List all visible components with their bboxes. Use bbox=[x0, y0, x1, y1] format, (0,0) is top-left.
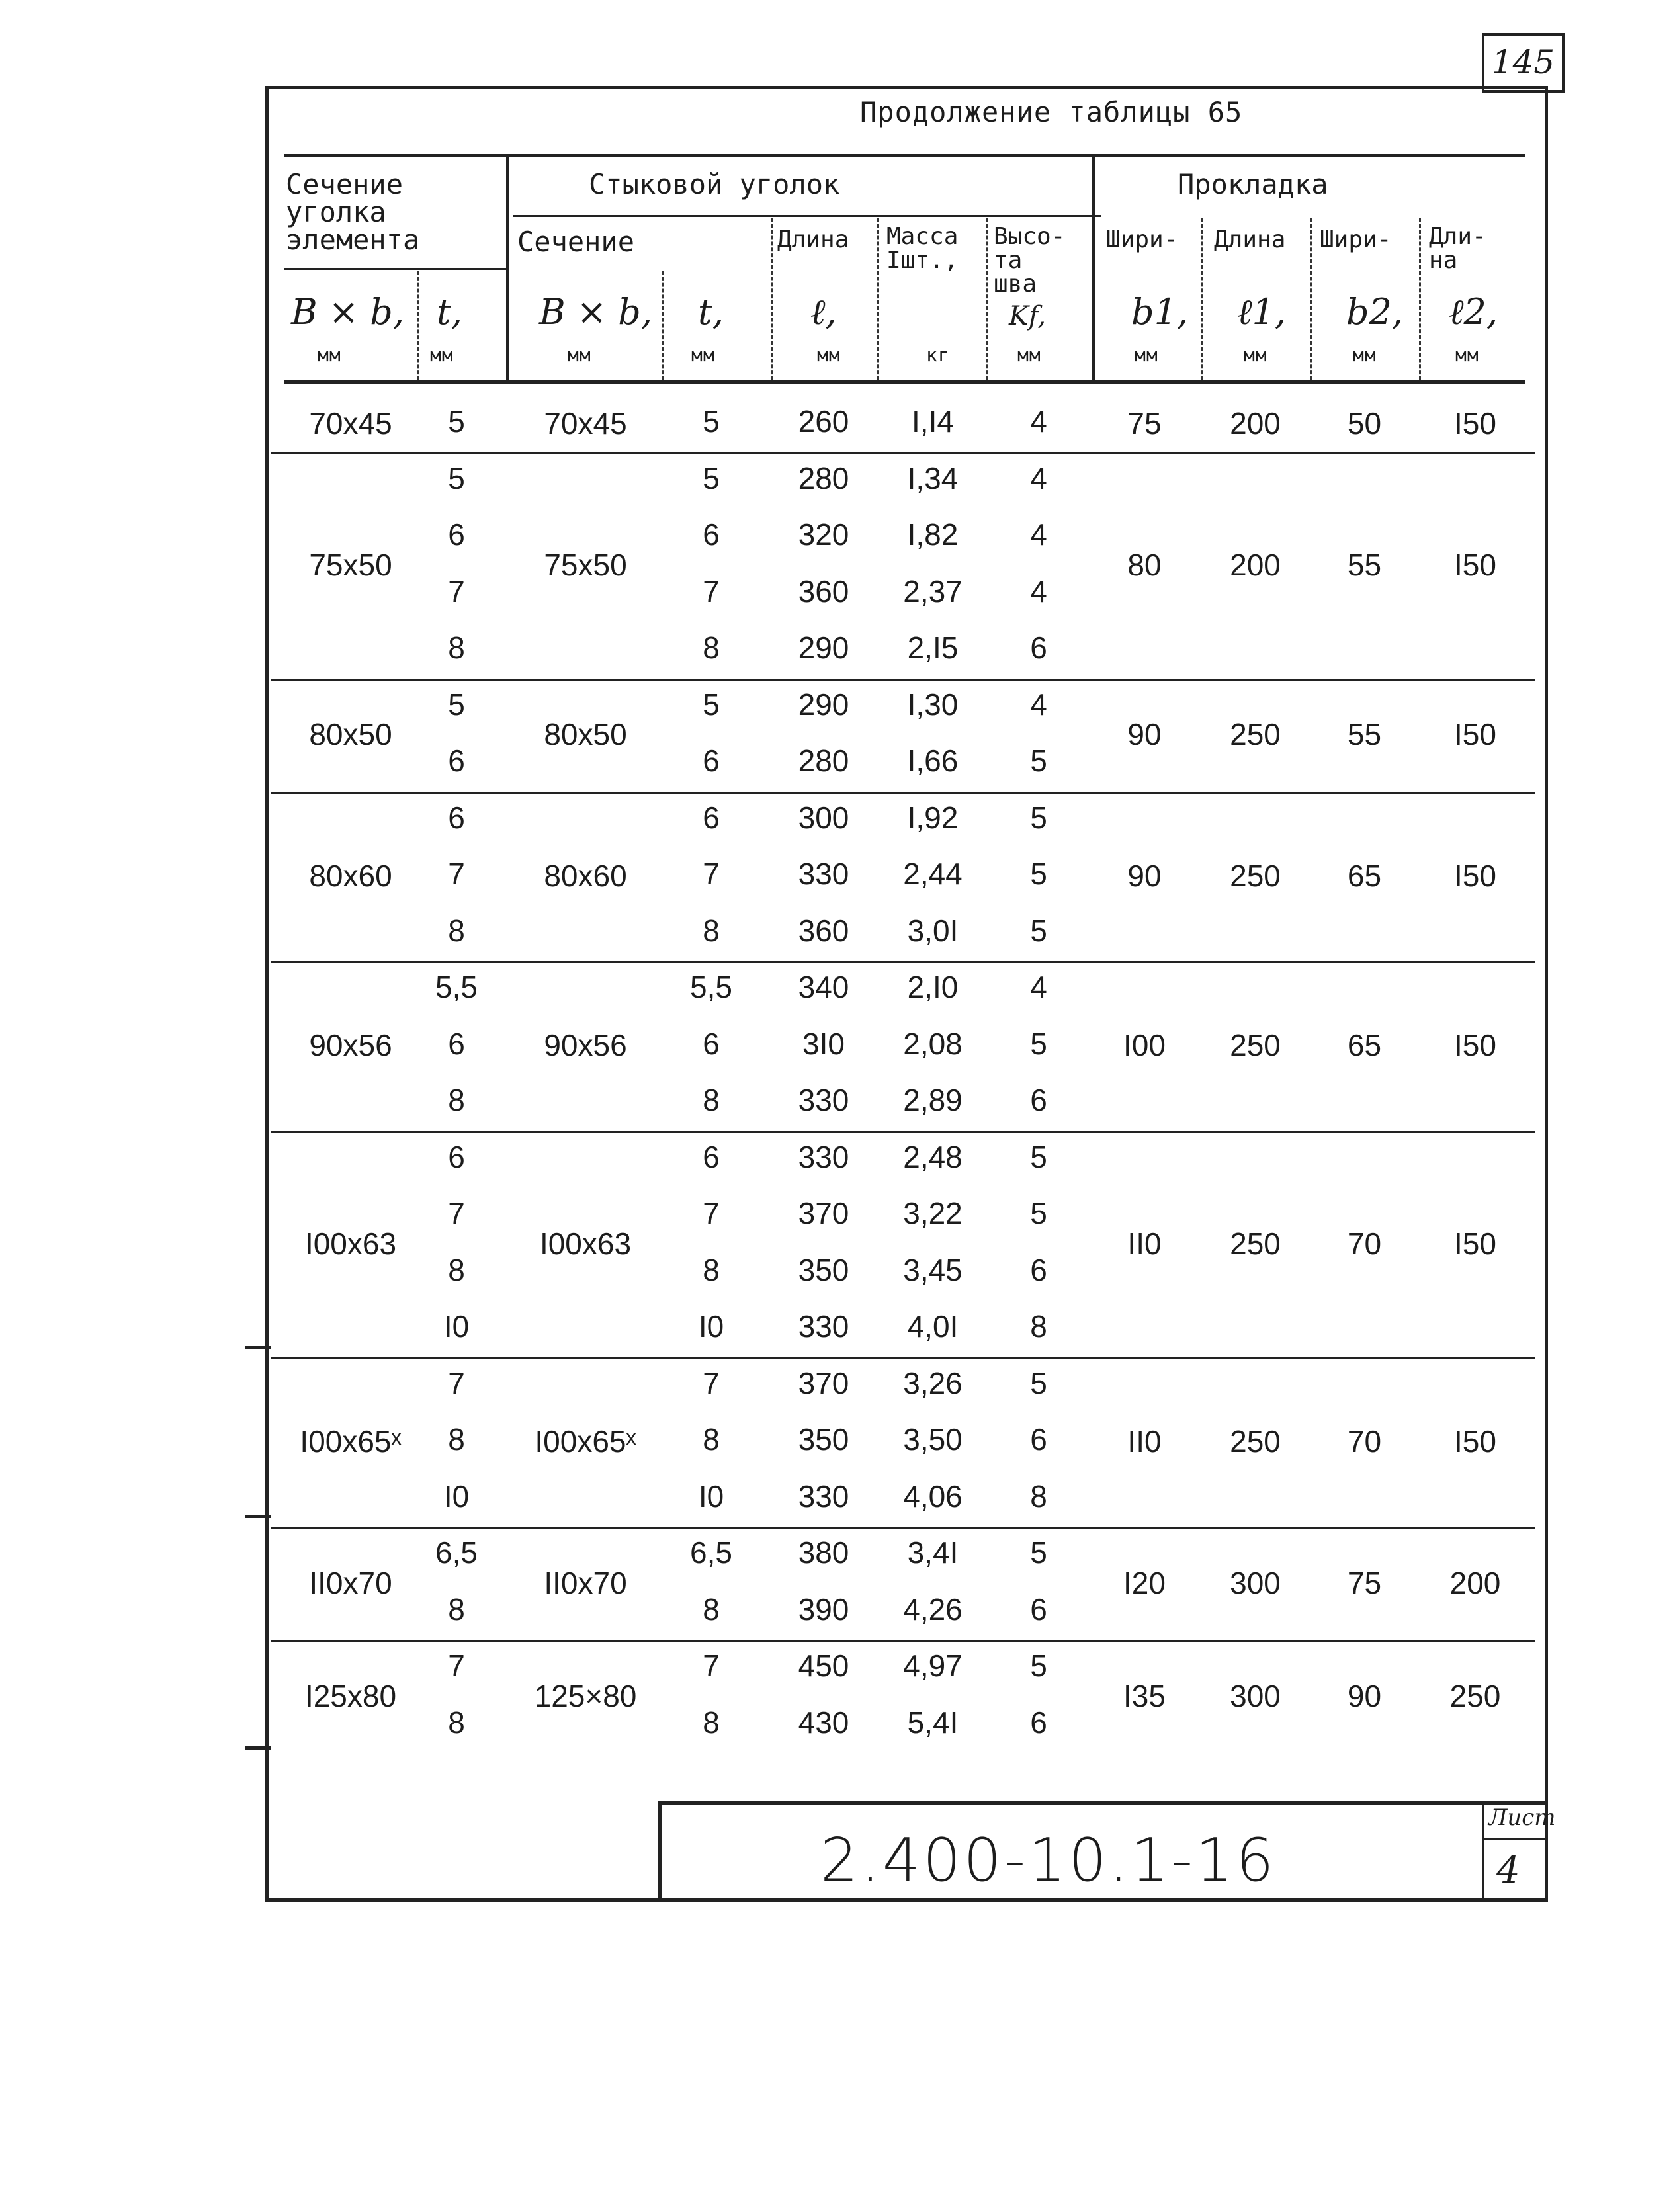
header-divider bbox=[1310, 218, 1312, 380]
cell-element-section: 80x60 bbox=[309, 858, 392, 893]
continuation-title: Продолжение таблицы 65 bbox=[860, 96, 1243, 128]
group-separator bbox=[271, 452, 1535, 454]
cell-joint-thickness: 6 bbox=[703, 517, 720, 552]
cell-thickness: 7 bbox=[448, 1365, 465, 1400]
cell-weld-height: 8 bbox=[1030, 1309, 1047, 1343]
cell-joint-thickness: 6 bbox=[703, 1026, 720, 1061]
cell-thickness: 8 bbox=[448, 913, 465, 948]
cell-pad-length-1: 300 bbox=[1230, 1565, 1281, 1600]
cell-pad-length-2: I50 bbox=[1454, 717, 1496, 751]
cell-pad-width-1: II0 bbox=[1127, 1424, 1162, 1459]
cell-weld-height: 8 bbox=[1030, 1478, 1047, 1513]
cell-pad-width-2: 70 bbox=[1347, 1226, 1382, 1261]
cell-weld-height: 4 bbox=[1030, 687, 1047, 722]
cell-thickness: 5 bbox=[448, 460, 465, 495]
cell-mass: 4,26 bbox=[903, 1592, 963, 1627]
cell-pad-width-1: I35 bbox=[1123, 1678, 1166, 1713]
cell-length: 380 bbox=[798, 1535, 849, 1570]
cell-joint-thickness: 7 bbox=[703, 857, 720, 891]
cell-pad-length-1: 300 bbox=[1230, 1678, 1281, 1713]
symbol-bxb: B × b, bbox=[291, 291, 404, 333]
cell-mass: 3,45 bbox=[903, 1252, 963, 1287]
cell-length: 330 bbox=[798, 1309, 849, 1343]
cell-length: 350 bbox=[798, 1252, 849, 1287]
cell-joint-thickness: I0 bbox=[698, 1478, 724, 1513]
cell-weld-height: 5 bbox=[1030, 744, 1047, 778]
cell-mass: 2,48 bbox=[903, 1139, 963, 1174]
cell-pad-width-2: 65 bbox=[1347, 858, 1382, 893]
document-code: 2.400-10.1-16 bbox=[820, 1826, 1277, 1895]
cell-pad-width-2: 55 bbox=[1347, 717, 1382, 751]
cell-joint-section: 80x60 bbox=[544, 858, 627, 893]
cell-thickness: 6 bbox=[448, 744, 465, 778]
cell-weld-height: 6 bbox=[1030, 1083, 1047, 1117]
unit-mm: мм bbox=[1135, 344, 1158, 366]
cell-length: 330 bbox=[798, 1083, 849, 1117]
cell-thickness: 5 bbox=[448, 687, 465, 722]
cell-weld-height: 6 bbox=[1030, 1705, 1047, 1740]
cell-element-section: 75x50 bbox=[309, 547, 392, 582]
cell-joint-section: 90x56 bbox=[544, 1028, 627, 1063]
cell-weld-height: 6 bbox=[1030, 1252, 1047, 1287]
cell-pad-width-2: 90 bbox=[1347, 1678, 1382, 1713]
cell-joint-thickness: 8 bbox=[703, 1252, 720, 1287]
page-number: 145 bbox=[1482, 33, 1565, 93]
cell-pad-width-1: 75 bbox=[1127, 405, 1162, 441]
unit-mm: мм bbox=[1455, 344, 1479, 366]
cell-mass: 3,4I bbox=[907, 1535, 959, 1570]
cell-pad-length-1: 200 bbox=[1230, 405, 1281, 441]
unit-mm: мм bbox=[1017, 344, 1041, 366]
cell-thickness: 7 bbox=[448, 574, 465, 609]
cell-pad-length-2: I50 bbox=[1454, 547, 1496, 582]
group-separator bbox=[271, 1357, 1535, 1359]
group-separator bbox=[271, 1527, 1535, 1529]
cell-pad-width-2: 75 bbox=[1347, 1565, 1382, 1600]
header-divider bbox=[662, 271, 664, 380]
cell-joint-thickness: 5 bbox=[703, 460, 720, 495]
header-sub-rule-left bbox=[284, 268, 509, 270]
cell-pad-length-1: 250 bbox=[1230, 1226, 1281, 1261]
cell-length: 390 bbox=[798, 1592, 849, 1627]
cell-pad-length-1: 250 bbox=[1230, 717, 1281, 751]
cell-length: 360 bbox=[798, 574, 849, 609]
group-separator bbox=[271, 792, 1535, 794]
cell-joint-thickness: 5 bbox=[703, 687, 720, 722]
cell-mass: I,30 bbox=[907, 687, 959, 722]
cell-mass: I,34 bbox=[907, 460, 959, 495]
cell-pad-length-1: 250 bbox=[1230, 1028, 1281, 1063]
binding-tick bbox=[245, 1346, 271, 1349]
cell-joint-section: I00x65ˣ bbox=[535, 1424, 636, 1459]
cell-mass: 3,50 bbox=[903, 1422, 963, 1457]
cell-length: 360 bbox=[798, 913, 849, 948]
cell-weld-height: 4 bbox=[1030, 460, 1047, 495]
cell-pad-width-1: 90 bbox=[1127, 717, 1162, 751]
header-width-1: Шири- bbox=[1106, 226, 1178, 253]
header-length-2: Дли- на bbox=[1429, 223, 1486, 274]
cell-thickness: 5 bbox=[448, 404, 465, 439]
unit-mm: мм bbox=[691, 344, 715, 366]
group-separator bbox=[271, 961, 1535, 963]
cell-thickness: 6 bbox=[448, 1026, 465, 1061]
cell-thickness: 8 bbox=[448, 1422, 465, 1457]
cell-joint-thickness: 6,5 bbox=[690, 1535, 732, 1570]
cell-weld-height: 5 bbox=[1030, 1365, 1047, 1400]
header-pad: Прокладка bbox=[1178, 168, 1328, 200]
cell-length: 340 bbox=[798, 970, 849, 1004]
cell-pad-length-2: I50 bbox=[1454, 1424, 1496, 1459]
cell-pad-width-1: 80 bbox=[1127, 547, 1162, 582]
cell-weld-height: 5 bbox=[1030, 857, 1047, 891]
cell-element-section: I00x65ˣ bbox=[300, 1424, 402, 1459]
cell-joint-thickness: 8 bbox=[703, 630, 720, 665]
cell-mass: 4,06 bbox=[903, 1478, 963, 1513]
header-divider bbox=[506, 157, 509, 380]
header-divider bbox=[417, 271, 419, 380]
header-width-2: Шири- bbox=[1320, 226, 1392, 253]
cell-mass: 3,0I bbox=[907, 913, 959, 948]
cell-weld-height: 6 bbox=[1030, 1592, 1047, 1627]
cell-length: 450 bbox=[798, 1648, 849, 1683]
cell-joint-thickness: 8 bbox=[703, 913, 720, 948]
cell-length: 430 bbox=[798, 1705, 849, 1740]
cell-thickness: I0 bbox=[443, 1478, 470, 1513]
header-divider bbox=[986, 218, 988, 380]
cell-mass: 3,22 bbox=[903, 1196, 963, 1230]
header-length-1: Длина bbox=[1214, 226, 1286, 253]
group-separator bbox=[271, 1131, 1535, 1133]
cell-mass: 2,I0 bbox=[907, 970, 959, 1004]
cell-pad-length-2: 250 bbox=[1449, 1678, 1501, 1713]
cell-joint-thickness: 8 bbox=[703, 1705, 720, 1740]
cell-joint-thickness: 7 bbox=[703, 574, 720, 609]
header-element-section: Сечение уголка элемента bbox=[286, 168, 420, 256]
unit-mm: мм bbox=[430, 344, 454, 366]
cell-pad-width-2: 65 bbox=[1347, 1028, 1382, 1063]
cell-joint-thickness: 7 bbox=[703, 1196, 720, 1230]
cell-thickness: 8 bbox=[448, 1592, 465, 1627]
unit-mm: мм bbox=[318, 344, 341, 366]
cell-element-section: 90x56 bbox=[309, 1028, 392, 1063]
cell-length: 330 bbox=[798, 857, 849, 891]
cell-joint-thickness: 6 bbox=[703, 800, 720, 835]
header-mass: Масса Iшт., bbox=[886, 223, 959, 274]
cell-joint-thickness: 7 bbox=[703, 1648, 720, 1683]
cell-pad-width-1: I00 bbox=[1123, 1028, 1166, 1063]
cell-joint-thickness: I0 bbox=[698, 1309, 724, 1343]
symbol-b2: b2, bbox=[1346, 291, 1404, 333]
cell-pad-length-2: I50 bbox=[1454, 1028, 1496, 1063]
header-weld-height: Высо- та шва bbox=[994, 223, 1066, 298]
symbol-t: t, bbox=[437, 291, 462, 333]
cell-weld-height: 6 bbox=[1030, 630, 1047, 665]
sheet-cell-rule bbox=[1482, 1838, 1548, 1840]
cell-weld-height: 4 bbox=[1030, 970, 1047, 1004]
cell-element-section: I25x80 bbox=[304, 1678, 397, 1713]
unit-mm: мм bbox=[1353, 344, 1377, 366]
cell-pad-length-1: 200 bbox=[1230, 547, 1281, 582]
cell-length: 290 bbox=[798, 630, 849, 665]
cell-weld-height: 4 bbox=[1030, 574, 1047, 609]
cell-thickness: I0 bbox=[443, 1309, 470, 1343]
symbol-l1: ℓ1, bbox=[1237, 291, 1287, 333]
cell-mass: 2,I5 bbox=[907, 630, 959, 665]
cell-joint-section: I00x63 bbox=[539, 1226, 632, 1261]
unit-mm: мм bbox=[1244, 344, 1267, 366]
group-separator bbox=[271, 679, 1535, 681]
header-divider bbox=[771, 218, 773, 380]
cell-thickness: 6 bbox=[448, 800, 465, 835]
cell-length: 370 bbox=[798, 1196, 849, 1230]
cell-mass: 4,97 bbox=[903, 1648, 963, 1683]
cell-thickness: 7 bbox=[448, 1648, 465, 1683]
cell-thickness: 7 bbox=[448, 1196, 465, 1230]
sheet-cell-divider bbox=[1482, 1801, 1484, 1902]
header-top-rule bbox=[284, 154, 1525, 157]
cell-pad-length-1: 250 bbox=[1230, 1424, 1281, 1459]
cell-joint-thickness: 7 bbox=[703, 1365, 720, 1400]
cell-pad-length-2: I50 bbox=[1454, 405, 1496, 441]
cell-mass: 3,26 bbox=[903, 1365, 963, 1400]
cell-thickness: 7 bbox=[448, 857, 465, 891]
header-joint-angle: Стыковой уголок bbox=[589, 168, 840, 200]
cell-weld-height: 5 bbox=[1030, 1026, 1047, 1061]
unit-mm: мм bbox=[568, 344, 591, 366]
cell-weld-height: 5 bbox=[1030, 1196, 1047, 1230]
header-divider bbox=[877, 218, 879, 380]
cell-element-section: I00x63 bbox=[304, 1226, 397, 1261]
cell-mass: I,92 bbox=[907, 800, 959, 835]
header-divider bbox=[1092, 157, 1095, 380]
cell-pad-width-2: 50 bbox=[1347, 405, 1382, 441]
cell-length: 290 bbox=[798, 687, 849, 722]
cell-element-section: 70x45 bbox=[309, 405, 392, 441]
cell-joint-thickness: 5 bbox=[703, 404, 720, 439]
unit-kg: кг bbox=[926, 344, 950, 366]
cell-weld-height: 4 bbox=[1030, 517, 1047, 552]
header-divider bbox=[1419, 218, 1421, 380]
cell-joint-thickness: 6 bbox=[703, 744, 720, 778]
header-section: Сечение bbox=[517, 226, 635, 258]
cell-weld-height: 5 bbox=[1030, 800, 1047, 835]
group-separator bbox=[271, 1640, 1535, 1642]
binding-tick bbox=[245, 1746, 271, 1750]
cell-thickness: 8 bbox=[448, 1083, 465, 1117]
cell-thickness: 8 bbox=[448, 1252, 465, 1287]
symbol-l: ℓ, bbox=[810, 291, 837, 333]
cell-mass: 4,0I bbox=[907, 1309, 959, 1343]
unit-mm: мм bbox=[817, 344, 841, 366]
cell-length: 300 bbox=[798, 800, 849, 835]
header-divider bbox=[1201, 218, 1203, 380]
cell-mass: 2,37 bbox=[903, 574, 963, 609]
header-bottom-rule bbox=[284, 380, 1525, 384]
cell-pad-width-1: II0 bbox=[1127, 1226, 1162, 1261]
sheet-label: Лист bbox=[1488, 1805, 1556, 1831]
symbol-b1: b1, bbox=[1131, 291, 1189, 333]
cell-pad-width-1: I20 bbox=[1123, 1565, 1166, 1600]
binding-tick bbox=[245, 1515, 271, 1518]
cell-thickness: 6 bbox=[448, 517, 465, 552]
symbol-kf: Kf, bbox=[1009, 301, 1046, 331]
cell-mass: I,82 bbox=[907, 517, 959, 552]
cell-joint-thickness: 8 bbox=[703, 1592, 720, 1627]
cell-mass: I,66 bbox=[907, 744, 959, 778]
cell-joint-section: 80x50 bbox=[544, 717, 627, 751]
cell-joint-thickness: 5,5 bbox=[690, 970, 732, 1004]
cell-joint-section: 75x50 bbox=[544, 547, 627, 582]
cell-weld-height: 5 bbox=[1030, 913, 1047, 948]
cell-pad-width-2: 55 bbox=[1347, 547, 1382, 582]
cell-joint-thickness: 8 bbox=[703, 1422, 720, 1457]
cell-weld-height: 5 bbox=[1030, 1535, 1047, 1570]
cell-pad-length-2: I50 bbox=[1454, 1226, 1496, 1261]
header-sub-rule bbox=[513, 215, 1101, 217]
symbol-t-joint: t, bbox=[698, 291, 724, 333]
cell-pad-width-1: 90 bbox=[1127, 858, 1162, 893]
cell-pad-length-2: 200 bbox=[1449, 1565, 1501, 1600]
symbol-l2: ℓ2, bbox=[1449, 291, 1498, 333]
cell-joint-section: II0x70 bbox=[544, 1565, 627, 1600]
cell-weld-height: 6 bbox=[1030, 1422, 1047, 1457]
cell-joint-section: 125×80 bbox=[534, 1678, 637, 1713]
cell-thickness: 6,5 bbox=[435, 1535, 478, 1570]
cell-element-section: II0x70 bbox=[309, 1565, 392, 1600]
cell-thickness: 5,5 bbox=[435, 970, 478, 1004]
cell-length: 280 bbox=[798, 744, 849, 778]
cell-mass: 2,89 bbox=[903, 1083, 963, 1117]
cell-mass: I,I4 bbox=[912, 404, 954, 439]
cell-weld-height: 4 bbox=[1030, 404, 1047, 439]
cell-length: 3I0 bbox=[802, 1026, 845, 1061]
cell-pad-length-2: I50 bbox=[1454, 858, 1496, 893]
cell-length: 280 bbox=[798, 460, 849, 495]
cell-thickness: 8 bbox=[448, 630, 465, 665]
cell-length: 330 bbox=[798, 1478, 849, 1513]
cell-mass: 2,44 bbox=[903, 857, 963, 891]
cell-length: 330 bbox=[798, 1139, 849, 1174]
cell-joint-thickness: 8 bbox=[703, 1083, 720, 1117]
cell-weld-height: 5 bbox=[1030, 1648, 1047, 1683]
symbol-bxb-joint: B × b, bbox=[539, 291, 652, 333]
sheet-number: 4 bbox=[1496, 1849, 1520, 1892]
cell-length: 350 bbox=[798, 1422, 849, 1457]
cell-pad-length-1: 250 bbox=[1230, 858, 1281, 893]
cell-length: 260 bbox=[798, 404, 849, 439]
cell-thickness: 8 bbox=[448, 1705, 465, 1740]
cell-element-section: 80x50 bbox=[309, 717, 392, 751]
cell-mass: 2,08 bbox=[903, 1026, 963, 1061]
cell-joint-section: 70x45 bbox=[544, 405, 627, 441]
cell-mass: 5,4I bbox=[907, 1705, 959, 1740]
cell-pad-width-2: 70 bbox=[1347, 1424, 1382, 1459]
header-length: Длина bbox=[777, 226, 849, 253]
cell-thickness: 6 bbox=[448, 1139, 465, 1174]
cell-length: 320 bbox=[798, 517, 849, 552]
cell-length: 370 bbox=[798, 1365, 849, 1400]
cell-weld-height: 5 bbox=[1030, 1139, 1047, 1174]
cell-joint-thickness: 6 bbox=[703, 1139, 720, 1174]
